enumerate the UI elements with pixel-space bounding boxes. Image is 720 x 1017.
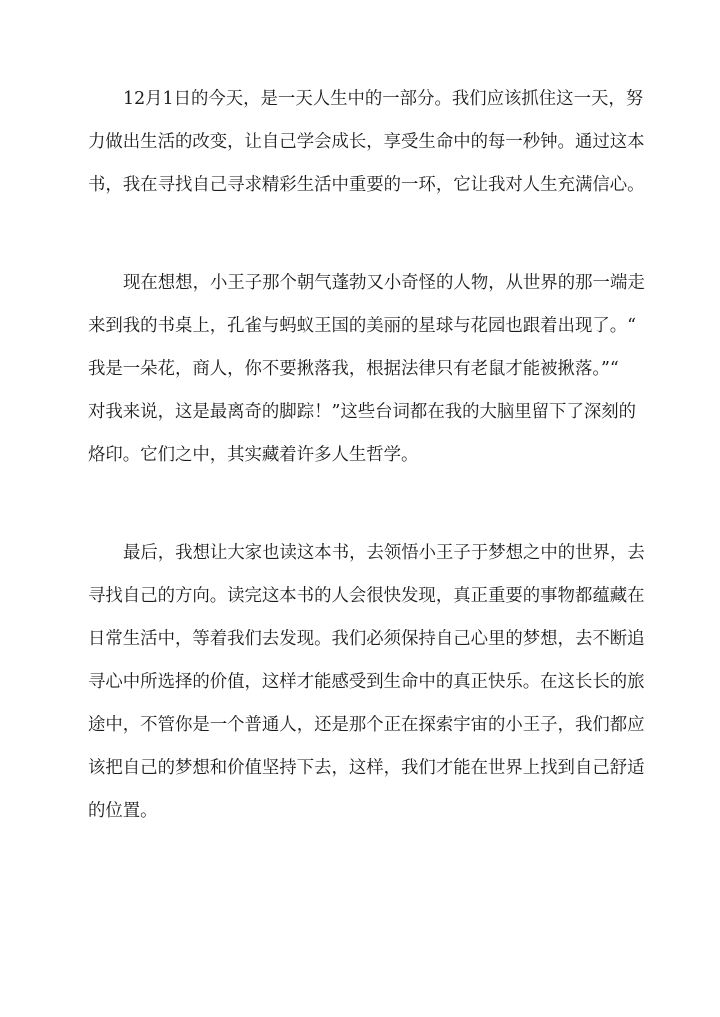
paragraph-line: 日常生活中，等着我们去发现。我们必须保持自己心里的梦想，去不断追 [88, 629, 645, 649]
paragraph-line: 现在想想，小王子那个朝气蓬勃又小奇怪的人物，从世界的那一端走 [123, 273, 645, 293]
paragraph-line: 烙印。它们之中，其实藏着许多人生哲学。 [88, 445, 419, 465]
paragraph-line: 最后，我想让大家也读这本书，去领悟小王子于梦想之中的世界，去 [123, 543, 645, 563]
paragraph-line: 该把自己的梦想和价值坚持下去，这样，我们才能在世界上找到自己舒适 [88, 758, 645, 778]
paragraph-line: 寻找自己的方向。读完这本书的人会很快发现，真正重要的事物都蕴藏在 [88, 586, 645, 606]
paragraph-1 [88, 78, 645, 207]
paragraph-2 [88, 262, 645, 477]
paragraph-line: 对我来说，这是最离奇的脚踪！”这些台词都在我的大脑里留下了深刻的 [88, 402, 637, 422]
paragraph-line: 书，我在寻找自己寻求精彩生活中重要的一环，它让我对人生充满信心。 [88, 175, 645, 195]
paragraph-line: 寻心中所选择的价值，这样才能感受到生命中的真正快乐。在这长长的旅 [88, 672, 645, 692]
paragraph-line: 我是一朵花，商人，你不要揪落我，根据法律只有老鼠才能被揪落。”“ [88, 359, 619, 379]
paragraph-3 [88, 532, 645, 833]
paragraph-line: 途中，不管你是一个普通人，还是那个正在探索宇宙的小王子，我们都应 [88, 715, 645, 735]
paragraph-line: 的位置。 [88, 801, 158, 821]
paragraph-line: 12月1日的今天，是一天人生中的一部分。我们应该抓住这一天，努 [123, 89, 644, 109]
paragraph-line: 来到我的书桌上，孔雀与蚂蚁王国的美丽的星球与花园也跟着出现了。“ [88, 316, 637, 336]
paragraph-line: 力做出生活的改变，让自己学会成长，享受生命中的每一秒钟。通过这本 [88, 132, 645, 152]
